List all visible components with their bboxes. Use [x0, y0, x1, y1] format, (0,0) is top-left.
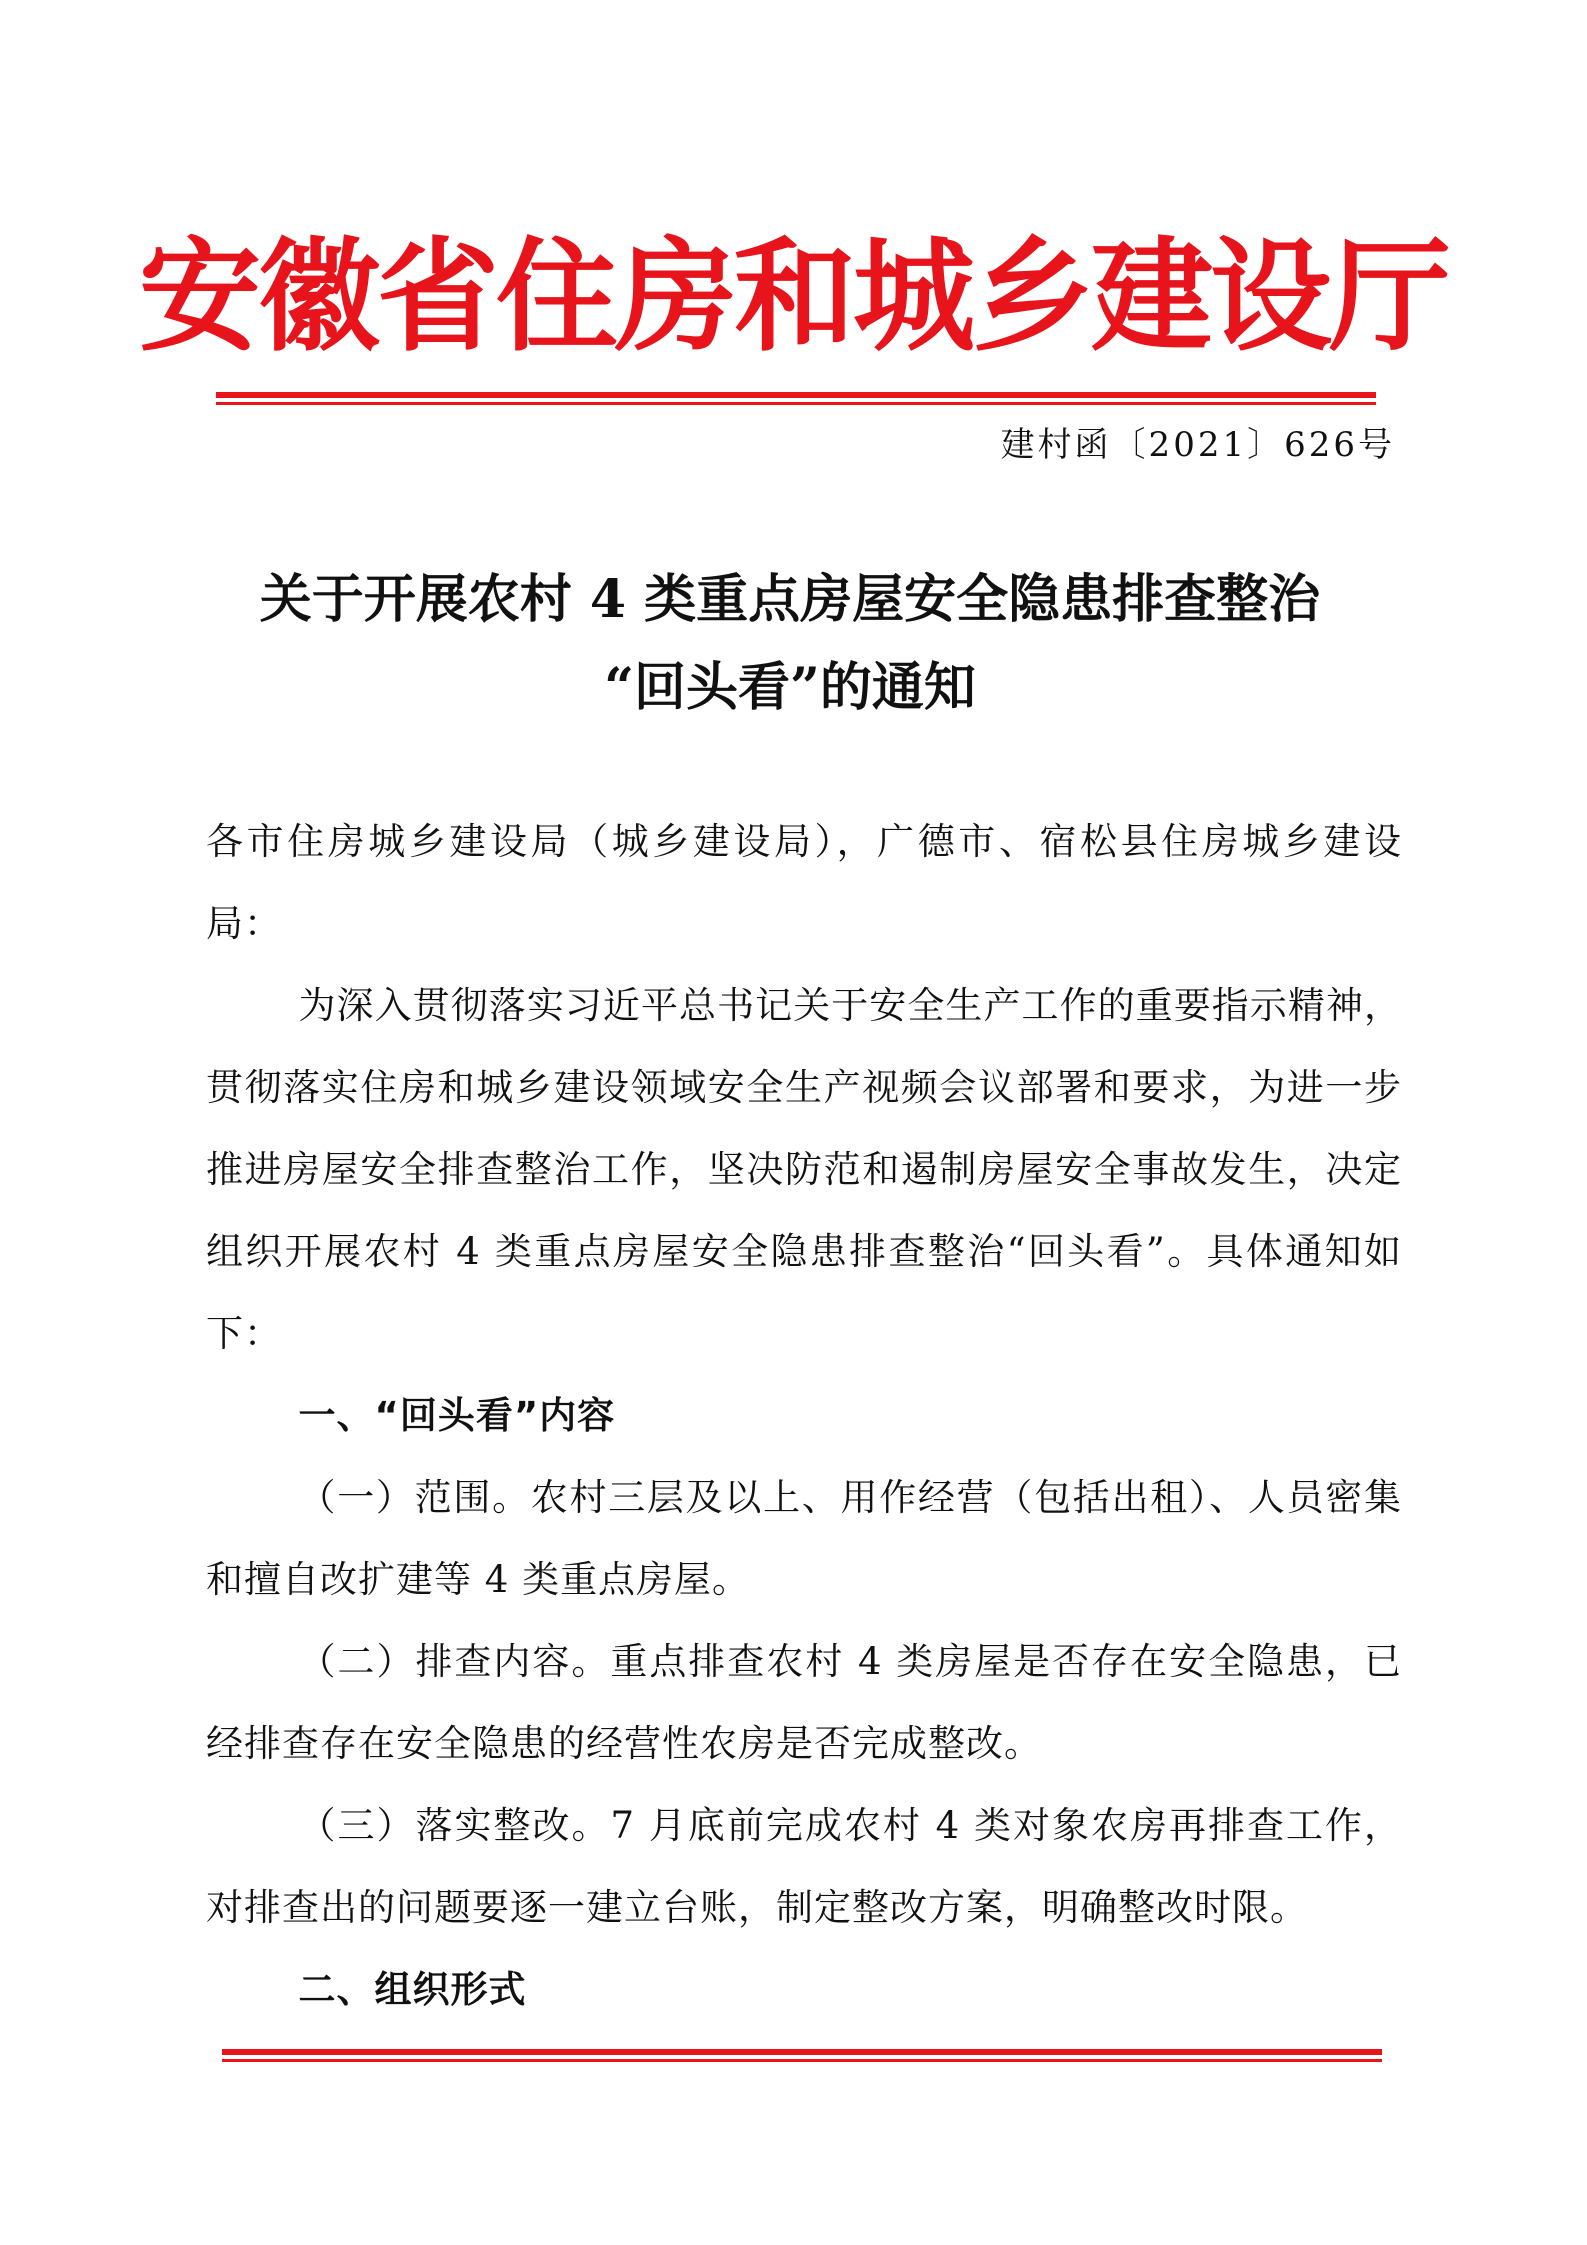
- document-title: [170, 556, 1410, 732]
- salutation: 各市住房城乡建设局（城乡建设局），广德市、宿松县住房城乡建设局：: [206, 820, 1402, 945]
- title-line-1: 关于开展农村 4 类重点房屋安全隐患排查整治: [259, 569, 1321, 630]
- red-divider-top: [216, 392, 1376, 405]
- section-heading-1: 一、“回头看”内容: [298, 1394, 616, 1437]
- section-heading-2: 二、组织形式: [298, 1968, 527, 2011]
- red-line-thick: [216, 392, 1376, 398]
- intro-paragraph: 为深入贯彻落实习近平总书记关于安全生产工作的重要指示精神，贯彻落实住房和城乡建设领域安全生产视频会议部署和要求，为进一步推进房屋安全排查整治工作，坚决防范和遏制房屋安全事故发生，决定组织开展农村 4 类重点房屋安全隐患排查整治“回头看”。具体通知如下：: [206, 984, 1402, 1355]
- red-line-thick: [222, 2049, 1382, 2055]
- masthead-agency-name: 安徽省住房和城乡建设厅: [139, 224, 1448, 368]
- red-line-thin: [216, 402, 1376, 405]
- title-line-2: “回头看”的通知: [604, 657, 976, 718]
- red-line-thin: [222, 2059, 1382, 2062]
- list-item-scope: （一）范围。农村三层及以上、用作经营（包括出租）、人员密集和擅自改扩建等 4 类重点房屋。: [206, 1476, 1402, 1601]
- list-item-inspection: （二）排查内容。重点排查农村 4 类房屋是否存在安全隐患，已经排查存在安全隐患的经营性农房是否完成整改。: [206, 1640, 1402, 1765]
- document-number: 建村函〔2021〕626号: [1000, 425, 1395, 465]
- document-body: [206, 801, 1402, 2031]
- list-item-rectification: （三）落实整改。7 月底前完成农村 4 类对象农房再排查工作，对排查出的问题要逐一建立台账，制定整改方案，明确整改时限。: [206, 1804, 1402, 1929]
- red-divider-bottom: [222, 2049, 1382, 2062]
